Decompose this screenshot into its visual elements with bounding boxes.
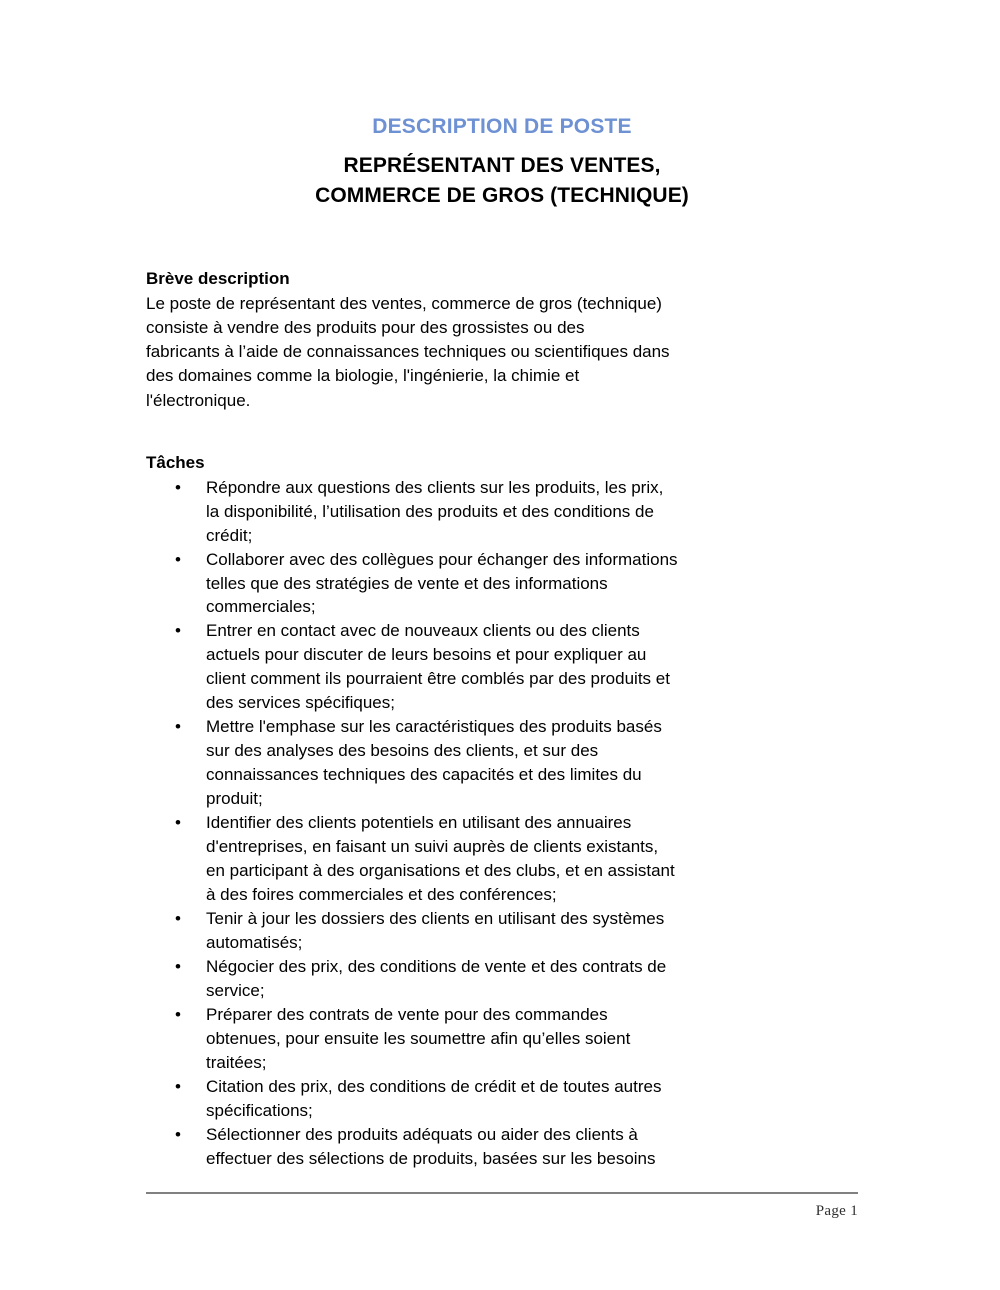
paragraph-line: l'électronique. xyxy=(146,390,251,410)
list-item xyxy=(146,715,858,811)
list-item-line: Collaborer avec des collègues pour échanger des informations xyxy=(206,549,678,569)
list-item-line: actuels pour discuter de leurs besoins et pour expliquer au xyxy=(206,645,647,665)
list-item-line: Répondre aux questions des clients sur les produits, les prix, xyxy=(206,477,664,497)
list-item-line: telles que des stratégies de vente et des informations xyxy=(206,573,608,593)
document-kicker: DESCRIPTION DE POSTE xyxy=(372,115,632,138)
page-title-line-2: COMMERCE DE GROS (TECHNIQUE) xyxy=(315,184,689,208)
bullet-icon: • xyxy=(175,621,181,641)
bullet-icon: • xyxy=(175,549,181,569)
list-item-line: spécifications; xyxy=(206,1100,313,1120)
list-item-line: Mettre l'emphase sur les caractéristiques des produits basés xyxy=(206,717,662,737)
section-brief-description xyxy=(146,211,858,413)
list-item-line: connaissances techniques des capacités et des limites du xyxy=(206,765,642,785)
list-item-line: automatisés; xyxy=(206,933,303,953)
list-item-line: obtenues, pour ensuite les soumettre afin qu’elles soient xyxy=(206,1028,631,1048)
bullet-icon: • xyxy=(175,717,181,737)
list-item-line: crédit; xyxy=(206,525,253,545)
paragraph-line: consiste à vendre des produits pour des grossistes ou des xyxy=(146,317,585,337)
section-heading-tasks: Tâches xyxy=(146,453,205,472)
list-item-line: client comment ils pourraient être comblés par des produits et xyxy=(206,669,670,689)
list-item xyxy=(146,476,858,548)
list-item-line: Identifier des clients potentiels en utilisant des annuaires xyxy=(206,813,632,833)
list-item-line: service; xyxy=(206,980,265,1000)
list-item xyxy=(146,1075,858,1123)
section-tasks xyxy=(146,413,858,1171)
bullet-icon: • xyxy=(175,1076,181,1096)
bullet-icon: • xyxy=(175,957,181,977)
bullet-icon: • xyxy=(175,813,181,833)
list-item-line: en participant à des organisations et des clubs, et en assistant xyxy=(206,861,675,881)
list-item-line: des services spécifiques; xyxy=(206,693,395,713)
list-item-line: traitées; xyxy=(206,1052,267,1072)
list-item-line: produit; xyxy=(206,789,263,809)
list-item-line: Citation des prix, des conditions de crédit et de toutes autres xyxy=(206,1076,662,1096)
page-number: Page 1 xyxy=(815,1203,858,1219)
page-footer xyxy=(146,1192,858,1220)
list-item xyxy=(146,811,858,907)
list-item xyxy=(146,955,858,1003)
list-item-line: Entrer en contact avec de nouveaux clients ou des clients xyxy=(206,621,640,641)
list-item xyxy=(146,619,858,715)
document-body xyxy=(146,0,858,1171)
list-item-line: Sélectionner des produits adéquats ou aider des clients à xyxy=(206,1124,638,1144)
list-item-line: commerciales; xyxy=(206,597,316,617)
list-item xyxy=(146,907,858,955)
paragraph-line: Le poste de représentant des ventes, commerce de gros (technique) xyxy=(146,293,662,313)
list-item-line: Préparer des contrats de vente pour des commandes xyxy=(206,1004,608,1024)
page-title xyxy=(146,140,858,211)
list-item xyxy=(146,1123,858,1171)
paragraph-line: fabricants à l’aide de connaissances techniques ou scientifiques dans xyxy=(146,342,670,362)
brief-description-paragraph xyxy=(146,292,858,413)
list-item-line: la disponibilité, l’utilisation des produits et des conditions de xyxy=(206,501,654,521)
paragraph-line: des domaines comme la biologie, l'ingénierie, la chimie et xyxy=(146,366,580,386)
list-item-line: Négocier des prix, des conditions de vente et des contrats de xyxy=(206,957,667,977)
bullet-icon: • xyxy=(175,477,181,497)
list-item-line: à des foires commerciales et des conférences; xyxy=(206,885,557,905)
list-item-line: d'entreprises, en faisant un suivi auprès de clients existants, xyxy=(206,837,659,857)
section-heading-brief-description: Brève description xyxy=(146,268,290,288)
bullet-icon: • xyxy=(175,1124,181,1144)
page-title-line-1: REPRÉSENTANT DES VENTES, xyxy=(343,154,661,178)
list-item-line: sur des analyses des besoins des clients, et sur des xyxy=(206,741,599,761)
list-item-line: Tenir à jour les dossiers des clients en utilisant des systèmes xyxy=(206,909,665,929)
list-item xyxy=(146,1003,858,1075)
bullet-icon: • xyxy=(175,1004,181,1024)
bullet-icon: • xyxy=(175,909,181,929)
list-item xyxy=(146,548,858,620)
list-item-line: effectuer des sélections de produits, basées sur les besoins xyxy=(206,1148,656,1168)
task-list xyxy=(146,476,858,1171)
